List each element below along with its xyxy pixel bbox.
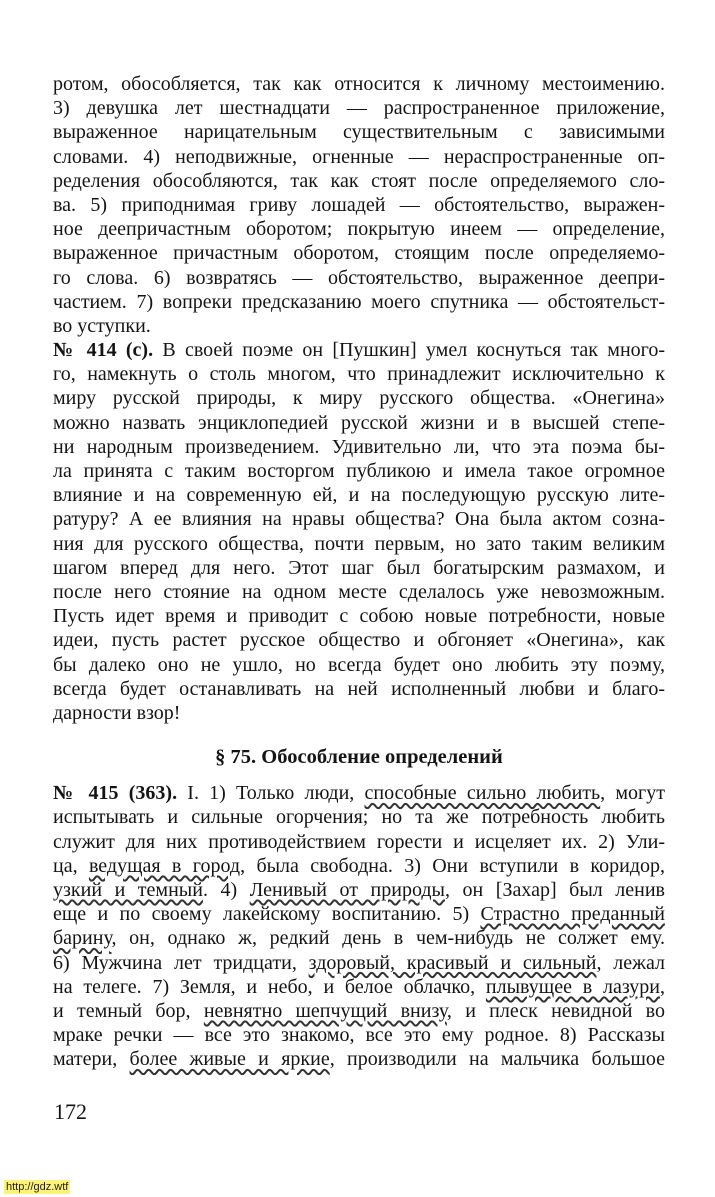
text-line: ния для русского общества, почти первым, но зато таким великим [53,532,665,555]
page-body [53,72,665,1072]
text-line [53,854,665,878]
text-line: го слова. 6) возвратясь — обстоятельство, выраженное деепри- [53,266,665,289]
text-fragment: ца, [53,854,89,877]
text-line: во уступки. [53,314,151,337]
text-fragment: . 4) [202,879,250,901]
text-line [53,878,665,902]
text-line: частием. 7) вопреки предсказанию моего спутника — обстоятельст- [53,290,665,313]
text-line: ратуру? А ее влияния на нравы общества? Она была актом созна- [53,508,665,531]
text-fragment: I. 1) Только люди, [177,782,365,805]
underlined-phrase: узкий и темный [53,879,203,901]
text-fragment: , была свободна. 3) Они вступили в коридор, [240,854,665,877]
underlined-phrase: Страстно преданный [480,903,665,926]
text-line: ва. 5) приподнимая гриву лошадей — обстоятельство, выражен- [53,193,665,216]
text-line: выраженное нарицательным существительным с зависимыми [53,121,665,144]
text-fragment: на телеге. 7) Земля, и небо, и белое облачко, [53,975,486,998]
text-line: 3) девушка лет шестнадцати — распространенное приложение, [53,97,665,120]
text-fragment: , лежал [596,951,665,974]
text-line: мраке речки — все это знакомо, все это ему родное. 8) Рассказы [53,1024,665,1047]
text-line [53,1047,665,1071]
text-fragment: , он [Захар] был ленив [445,879,666,901]
underlined-phrase: здоровый, красивый и сильный [308,951,597,974]
text-fragment: и темный бор, [53,999,204,1022]
text-line: после него стояние на одном месте сделалось уже невозможным. [53,580,665,603]
text-line: миру русской природы, к миру русского общества. «Онегина» [53,387,665,410]
text-line: дарности взор! [53,701,181,724]
text-line: служит для них противодействием горести и исцеляет их. 2) Ули- [53,830,665,853]
text-fragment: еще и по своему лакейскому воспитанию. 5) [53,903,481,926]
underlined-phrase: барину [53,927,112,950]
underlined-phrase: ведущая в город [88,854,241,877]
text-line: ротом, обособляется, так как относится к личному местоимению. [53,73,665,95]
underlined-phrase: Ленивый от природы [249,879,445,901]
text-line [53,781,665,805]
paragraph-continuation [53,72,665,338]
text-fragment: , производили на мальчика большое [329,1048,665,1071]
underlined-phrase: плывущее в лазури [485,975,660,998]
text-line: испытывать и сильные огорчения; но та же потребность любить [53,806,665,829]
text-fragment: В своей поэме он [Пушкин] умел коснуться так много- [153,339,666,362]
text-line: идеи, пусть растет русское общество и обгоняет «Онегина», как [53,629,665,652]
text-line: го, намекнуть о столь многом, что принадлежит исключительно к [53,363,665,386]
underlined-phrase: более живые и яркие [129,1048,330,1071]
text-line: выраженное причастным оборотом, стоящим после определяемо- [53,242,665,265]
text-fragment: , [660,975,665,998]
text-line: бы далеко оно не ушло, но всегда будет оно любить эту поэму, [53,653,665,676]
text-line: ное деепричастным оборотом; покрытую инеем — определение, [53,218,665,241]
underlined-phrase: способные сильно любить [364,782,601,805]
text-line: словами. 4) неподвижные, огненные — нераспространенные оп- [53,145,665,168]
text-line: ла принята с таким восторгом публикою и имела такое огромное [53,460,665,482]
exercise-number: № 414 (с). [53,339,154,362]
text-line: ни народным произведением. Удивительно ли, что эта поэма бы- [53,435,665,458]
text-fragment: , могут [600,782,665,805]
text-line: можно назвать энциклопедией русской жизни и в высшей степе- [53,411,665,434]
text-fragment: , он, однако ж, редкий день в чем-нибудь не солжет ему. [111,927,665,950]
exercise-415 [53,781,665,1071]
text-line: всегда будет останавливать на ней исполненный любви и благо- [53,677,665,700]
text-line [53,926,665,950]
text-line [53,999,665,1023]
text-fragment: матери, [53,1048,130,1071]
underlined-phrase: невнятно шепчущий внизу [203,999,447,1022]
text-fragment: , и плеск невидной во [446,999,665,1022]
page-number: 172 [54,1099,87,1124]
text-line [53,902,665,926]
text-line: шагом вперед для него. Этот шаг был богатырским размахом, и [53,556,665,579]
text-line [53,975,665,999]
text-line: Пусть идет время и приводит с собою новые потребности, новые [53,605,665,628]
section-heading: § 75. Обособление определений [215,746,503,769]
exercise-number: № 415 (363). [53,782,178,805]
text-fragment: 6) Мужчина лет тридцати, [53,951,309,974]
text-line: влияние и на современную ей, и на последующую русскую лите- [53,484,665,507]
text-line [53,951,665,975]
exercise-414 [53,338,665,725]
watermark-link[interactable]: http://gdz.wtf [6,1181,69,1193]
text-line: ределения обособляются, так как стоят после определяемого сло- [53,169,665,192]
text-line [53,338,665,362]
